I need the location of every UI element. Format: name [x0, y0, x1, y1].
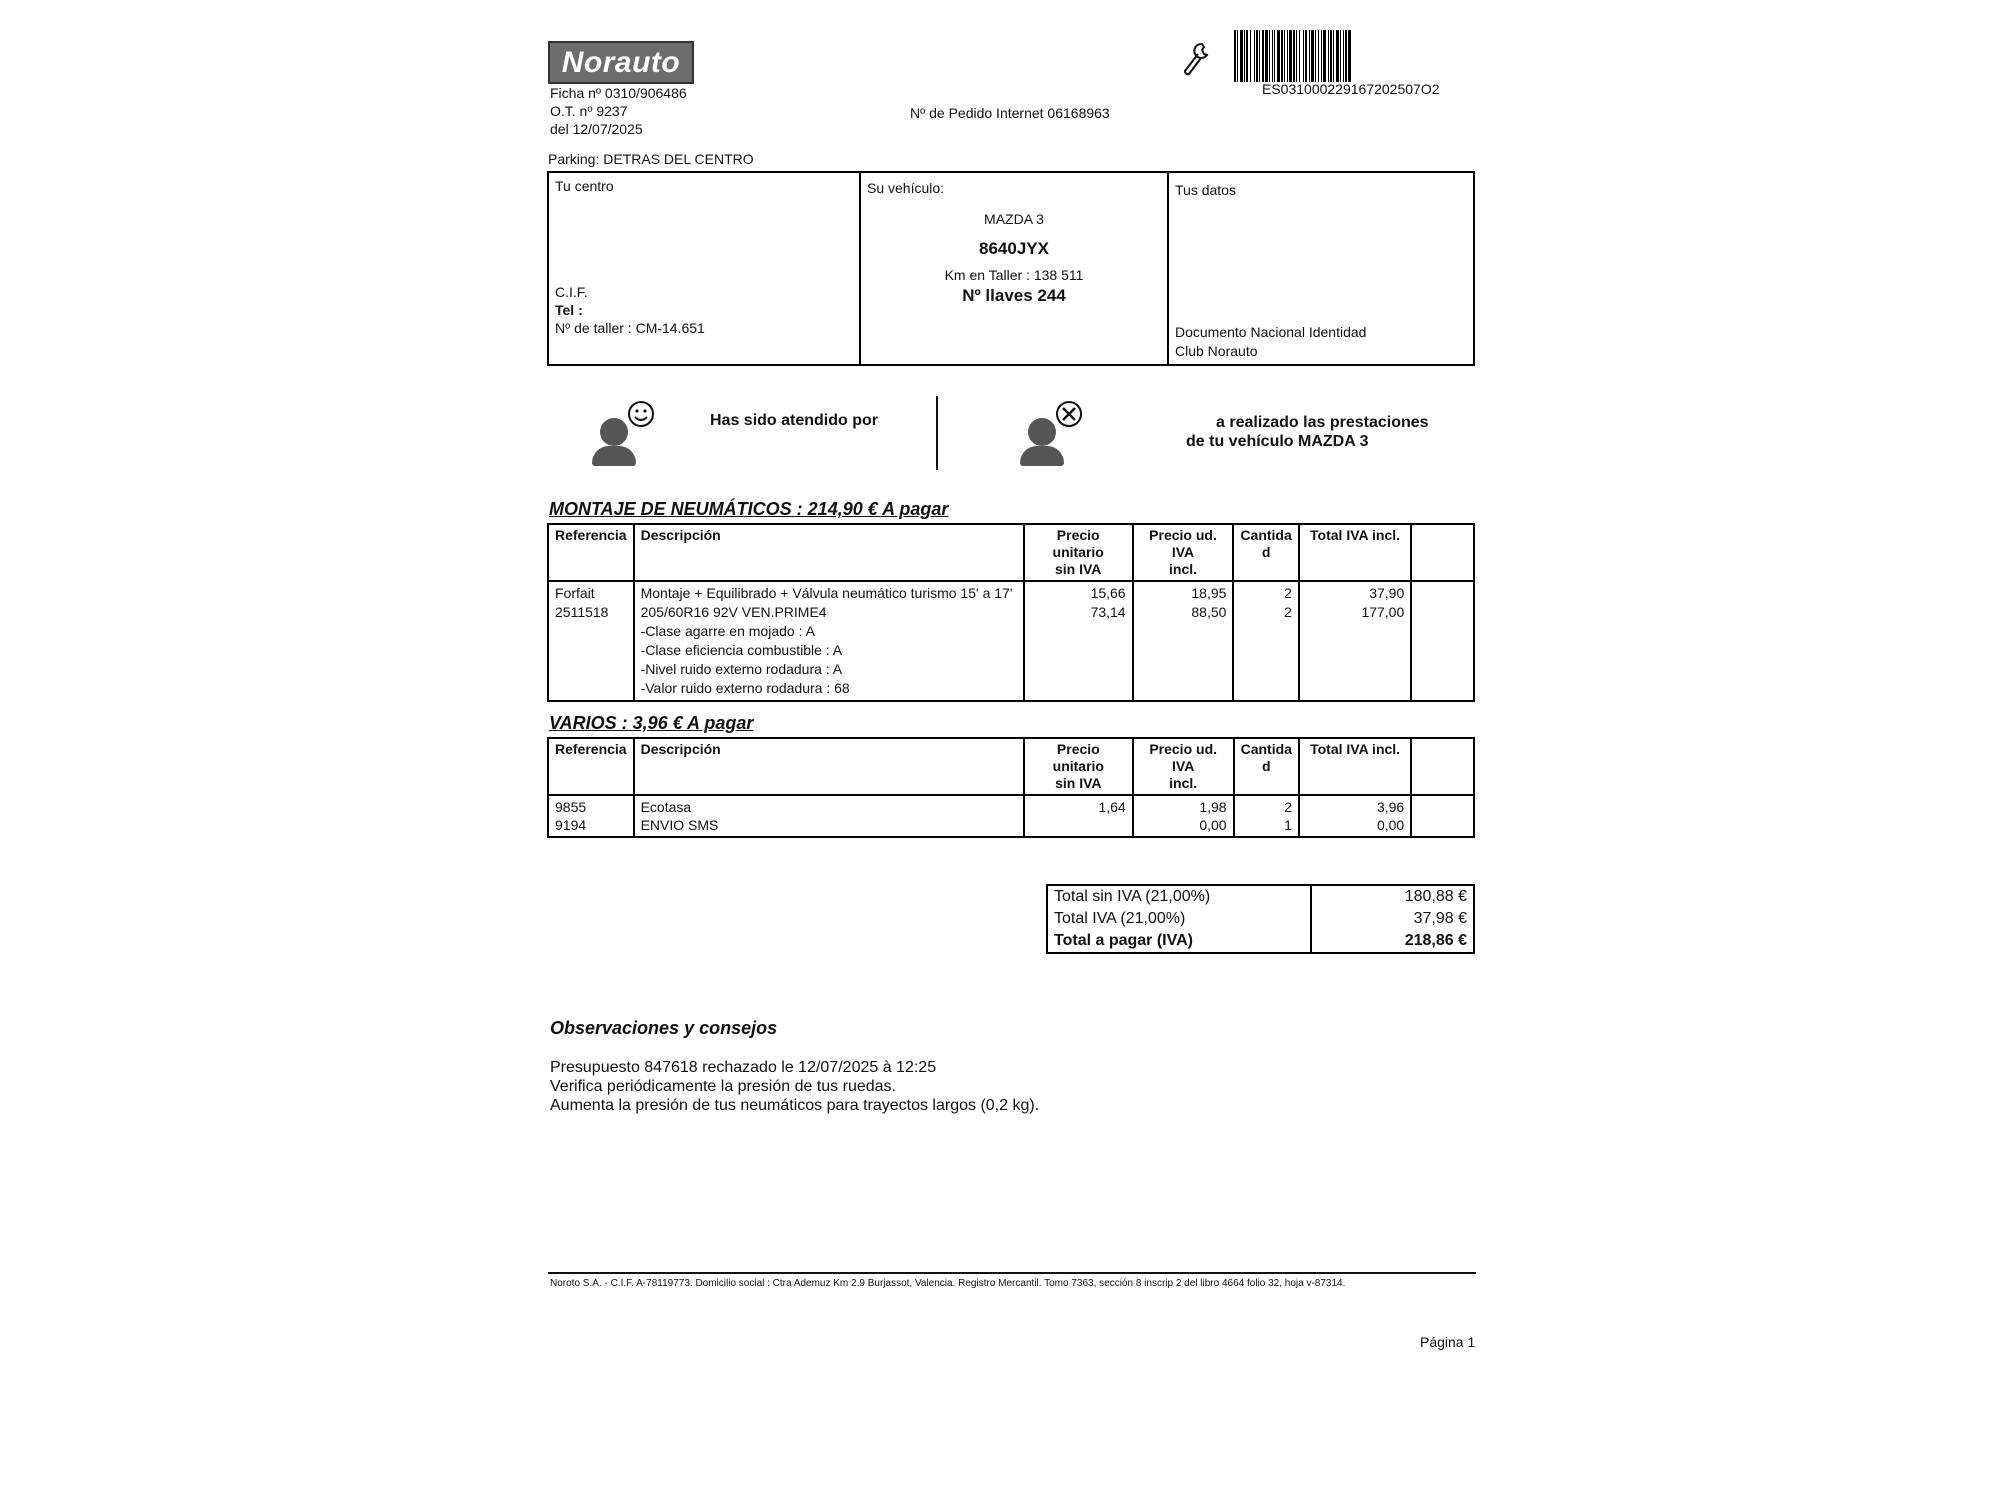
vehiculo-km: Km en Taller : 138 511: [944, 267, 1084, 283]
barcode-text: ES031000229167202507O2: [1262, 81, 1440, 97]
centro-cif: C.I.F.: [555, 284, 588, 300]
parking-info: Parking: DETRAS DEL CENTRO: [548, 151, 754, 167]
divider: [936, 396, 938, 470]
list-item: Verifica periódicamente la presión de tus ruedas.: [550, 1078, 896, 1095]
vehiculo-llaves: Nº llaves 244: [962, 286, 1066, 305]
col-cantidad: Cantida d: [1233, 524, 1298, 581]
centro-tel: Tel :: [555, 302, 583, 318]
col-total: Total IVA incl.: [1299, 524, 1412, 581]
centro-title: Tu centro: [555, 178, 614, 194]
vehiculo-matricula: 8640JYX: [979, 239, 1049, 258]
col-referencia: Referencia: [548, 524, 634, 581]
norauto-logo: Norauto: [548, 41, 694, 84]
datos-title: Tus datos: [1175, 182, 1236, 198]
order-date: del 12/07/2025: [550, 121, 643, 137]
total-iva-label: Total IVA (21,00%): [1047, 908, 1311, 930]
varios-title: VARIOS : 3,96 € A pagar: [549, 713, 754, 733]
list-item: Aumenta la presión de tus neumáticos para trayectos largos (0,2 kg).: [550, 1097, 1040, 1114]
mechanic-icon: [1018, 400, 1088, 470]
atendido-text: Has sido atendido por: [710, 412, 879, 429]
realizado-line1: a realizado las prestaciones: [1216, 414, 1429, 431]
barcode: [1234, 30, 1472, 82]
vehiculo-modelo: MAZDA 3: [984, 211, 1044, 227]
total-sin-iva-value: 180,88 €: [1311, 885, 1474, 908]
ot-number: O.T. nº 9237: [550, 103, 628, 119]
datos-club: Club Norauto: [1175, 343, 1258, 359]
observaciones-list: [550, 1058, 1039, 1115]
page-number: Página 1: [1420, 1334, 1476, 1350]
col-precio-con-iva: Precio ud. IVA incl.: [1133, 524, 1234, 581]
footer-rule: [548, 1272, 1476, 1274]
total-iva-value: 37,98 €: [1311, 908, 1474, 930]
advisor-icon: [590, 400, 660, 470]
centro-taller: Nº de taller : CM-14.651: [555, 320, 705, 336]
montaje-title: MONTAJE DE NEUMÁTICOS : 214,90 € A pagar: [549, 499, 949, 519]
montaje-table: [547, 523, 1475, 702]
info-panel: [547, 171, 1475, 366]
datos-dni: Documento Nacional Identidad: [1175, 324, 1367, 340]
col-precio-sin-iva: Precio unitario sin IVA: [1024, 524, 1133, 581]
varios-table: Referencia Descripción Precio unitario sin IVA Precio ud. IVA incl. Cantida d Total IVA incl. 9855 9194 Ecotasa ENVIO SMS 1,64 1,98 0,00 2 1 3,96 0,00: [547, 737, 1475, 838]
wrench-icon: [1180, 40, 1212, 80]
totals-table: [1046, 884, 1475, 954]
list-item: Presupuesto 847618 rechazado le 12/07/2025 à 12:25: [550, 1059, 937, 1076]
observaciones-title: Observaciones y consejos: [550, 1018, 778, 1038]
total-pagar-label: Total a pagar (IVA): [1047, 930, 1311, 953]
total-pagar-value: 218,86 €: [1311, 930, 1474, 953]
internet-order-number: Nº de Pedido Internet 06168963: [910, 105, 1110, 121]
total-sin-iva-label: Total sin IVA (21,00%): [1047, 885, 1311, 908]
table-row: 9855 9194 Ecotasa ENVIO SMS 1,64 1,98 0,00 2 1 3,96 0,00: [548, 795, 1474, 837]
footer-legal: Noroto S.A. - C.I.F. A-78119773. Domicilio social : Ctra Ademuz Km 2.9 Burjassot, Valencia. Registro Mercantil. Tomo 7363, sección 8 inscrip 2 del libro 4664 folio 32, hoja v-87314.: [550, 1278, 1346, 1289]
ficha-number: Ficha nº 0310/906486: [550, 85, 687, 101]
col-descripcion: Descripción: [634, 524, 1024, 581]
table-row: Forfait 2511518 Montaje + Equilibrado + Válvula neumático turismo 15' a 17' 205/60R16 92V VEN.PRIME4 -Clase agarre en mojado : A -Clase eficiencia combustible : A -Nivel ruido externo rodadura : A -Valor ruido externo rodadura : 68 15,66 73,14 18,95 88,50 2 2 37,90 177,00: [548, 581, 1474, 701]
realizado-line2: de tu vehículo MAZDA 3: [1186, 433, 1369, 450]
vehiculo-title: Su vehículo:: [867, 180, 945, 196]
